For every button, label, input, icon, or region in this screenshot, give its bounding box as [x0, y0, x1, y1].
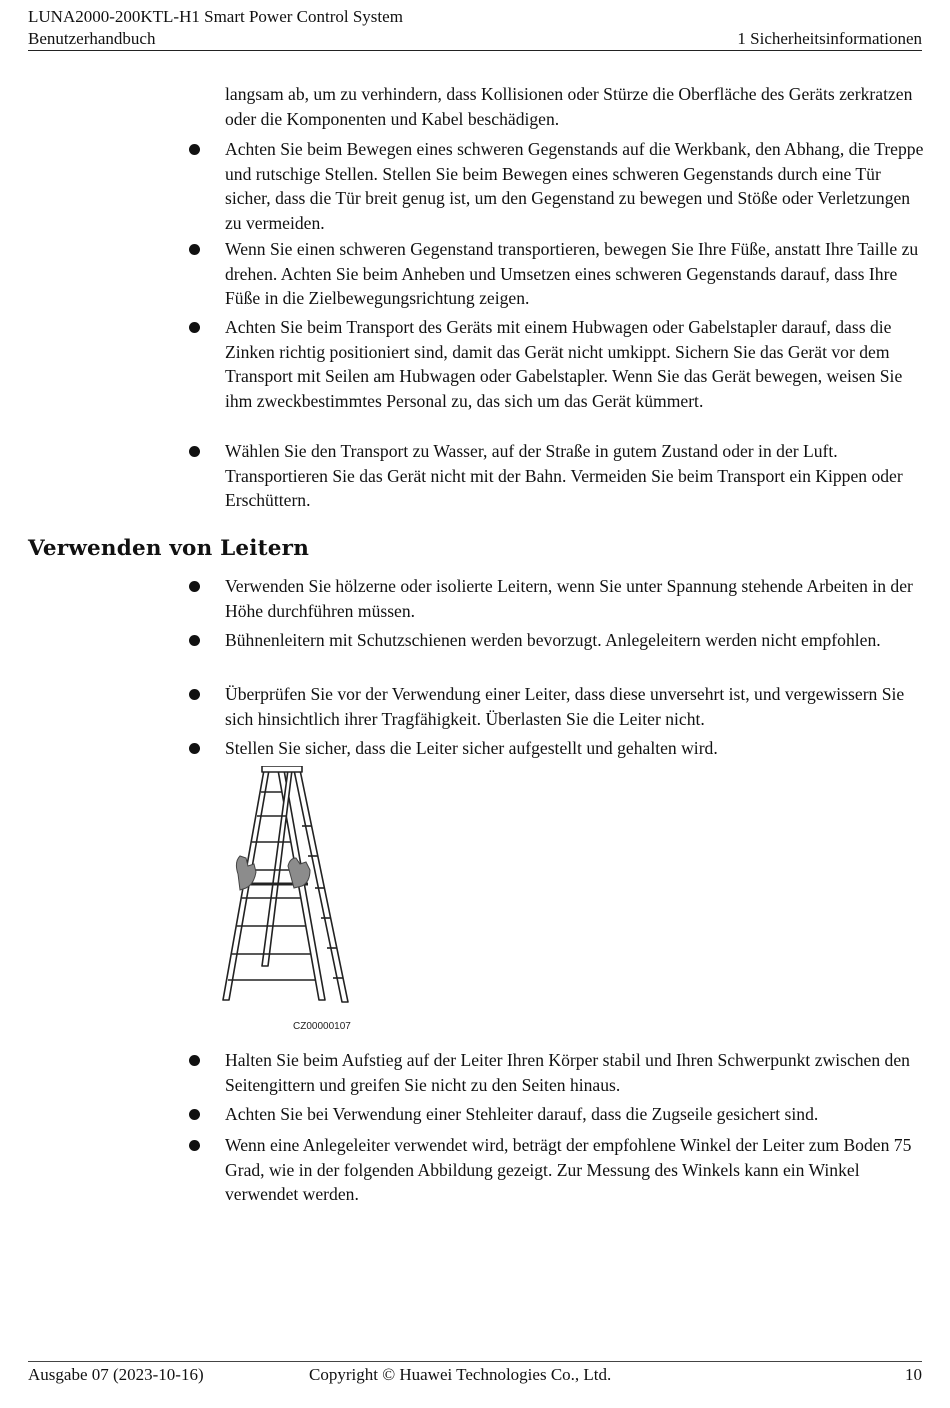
list-item-text: Achten Sie beim Bewegen eines schweren Gegenstands auf die Werkbank, den Abhang, die Treppe und rutschige Stellen. Stellen Sie beim Bewegen eines schweren Gegenstands durch eine Tür sicher, dass die Tür breit genug ist, um den Gegenstand zu bewegen und Stöße oder Verletzungen zu vermeiden.	[225, 139, 924, 233]
list-item-text: Stellen Sie sicher, dass die Leiter sicher aufgestellt und gehalten wird.	[225, 738, 718, 758]
list-item	[225, 137, 925, 235]
list-item-text: Halten Sie beim Aufstieg auf der Leiter Ihren Körper stabil und Ihren Schwerpunkt zwischen den Seitengittern und greifen Sie nicht zu den Seiten hinaus.	[225, 1050, 910, 1095]
header-product: LUNA2000-200KTL-H1 Smart Power Control System	[28, 7, 403, 26]
bullet-dot-icon	[189, 1055, 200, 1066]
list-item-text: Wenn Sie einen schweren Gegenstand transportieren, bewegen Sie Ihre Füße, anstatt Ihre Taille zu drehen. Achten Sie beim Anheben und Umsetzen eines schweren Gegenstands darauf, dass Ihre Füße in die Zielbewegungsrichtung zeigen.	[225, 239, 919, 308]
list-item	[225, 736, 925, 761]
list-item-text: Bühnenleitern mit Schutzschienen werden bevorzugt. Anlegeleitern werden nicht empfohlen.	[225, 630, 881, 650]
footer-edition: Ausgabe 07 (2023-10-16)	[28, 1365, 204, 1384]
figure-id: CZ00000107	[293, 1021, 351, 1032]
list-item-text: Wählen Sie den Transport zu Wasser, auf der Straße in gutem Zustand oder in der Luft. Transportieren Sie das Gerät nicht mit der Bahn. Vermeiden Sie beim Transport ein Kippen oder Erschüttern.	[225, 441, 903, 510]
bullet-dot-icon	[189, 689, 200, 700]
bullet-dot-icon	[189, 635, 200, 646]
list-item	[225, 682, 925, 731]
bullet-dot-icon	[189, 581, 200, 592]
list-item-text: Überprüfen Sie vor der Verwendung einer Leiter, dass diese unversehrt ist, und vergewissern Sie sich hinsichtlich ihrer Tragfähigkeit. Überlasten Sie die Leiter nicht.	[225, 684, 905, 729]
list-item	[225, 1048, 925, 1097]
header-doc-type: Benutzerhandbuch	[28, 29, 156, 48]
list-item-text: Achten Sie beim Transport des Geräts mit einem Hubwagen oder Gabelstapler darauf, dass die Zinken richtig positioniert sind, damit das Gerät nicht umkippt. Sichern Sie das Gerät vor dem Transport mit Seilen am Hubwagen oder Gabelstapler. Wenn Sie das Gerät bewegen, weisen Sie ihm zweckbestimmtes Personal zu, das sich um das Gerät kümmert.	[225, 317, 903, 411]
bullet-dot-icon	[189, 446, 200, 457]
bullet-dot-icon	[189, 244, 200, 255]
footer-copyright: Copyright © Huawei Technologies Co., Ltd.	[309, 1365, 612, 1384]
list-item	[225, 1102, 925, 1127]
bullet-dot-icon	[189, 743, 200, 754]
list-item	[225, 574, 925, 623]
page-number: 10	[905, 1365, 922, 1384]
bullet-dot-icon	[189, 1140, 200, 1151]
bullet-dot-icon	[189, 322, 200, 333]
bullet-dot-icon	[189, 1109, 200, 1120]
step-ladder-icon	[218, 766, 368, 1016]
list-item-text: Wenn eine Anlegeleiter verwendet wird, beträgt der empfohlene Winkel der Leiter zum Boden 75 Grad, wie in der folgenden Abbildung gezeigt. Zur Messung des Winkels kann ein Winkel verwendet werden.	[225, 1135, 912, 1204]
list-item	[225, 628, 925, 653]
list-item	[225, 1133, 925, 1207]
header-chapter: 1 Sicherheitsinformationen	[737, 29, 922, 48]
page-footer	[28, 1361, 922, 1388]
section-heading: Verwenden von Leitern	[28, 536, 310, 561]
page-header	[28, 6, 922, 51]
list-item	[225, 439, 925, 513]
list-item-text: Verwenden Sie hölzerne oder isolierte Leitern, wenn Sie unter Spannung stehende Arbeiten in der Höhe durchführen müssen.	[225, 576, 913, 621]
bullet-dot-icon	[189, 144, 200, 155]
list-item	[225, 315, 925, 413]
list-item-text: Achten Sie bei Verwendung einer Stehleiter darauf, dass die Zugseile gesichert sind.	[225, 1104, 819, 1124]
continuation-paragraph: langsam ab, um zu verhindern, dass Kollisionen oder Stürze die Oberfläche des Geräts zerkratzen oder die Komponenten und Kabel beschädigen.	[225, 84, 913, 129]
list-item	[225, 237, 925, 311]
ladder-illustration	[218, 766, 368, 1016]
